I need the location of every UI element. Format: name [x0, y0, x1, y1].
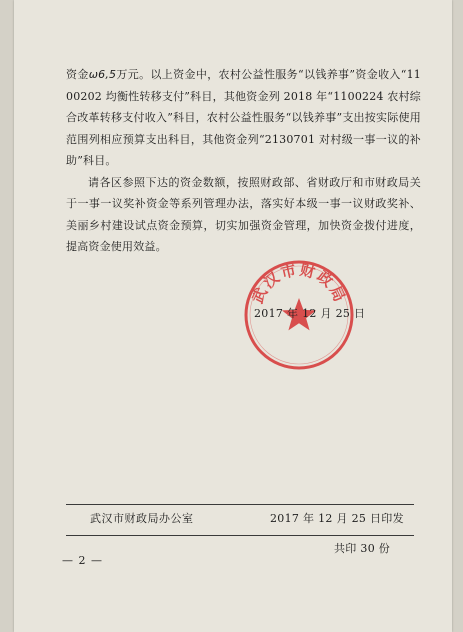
print-copies: 共印 30 份 — [334, 542, 391, 555]
footer-divider-bottom — [66, 535, 414, 536]
issuing-office: 武汉市财政局办公室 — [90, 512, 194, 525]
funding-details-text: 万元。以上资金中，农村公益性服务“以钱养事”资金收入“1100202 均衡性转移支付”科目，其他资金列 2018 年“1100224 农村综合改革转移支付收入”科目，农村公益性服务“以钱养事”支出按实际使用范围列相应预算支出科目，其他资金列“2130701 对村级一事一议的补助”科目。 — [66, 68, 422, 167]
print-date: 2017 年 12 月 25 日印发 — [270, 512, 404, 525]
signature-date: 2017 年 12 月 25 日 — [254, 307, 366, 320]
paragraph-instructions: 请各区参照下达的资金数额，按照财政部、省财政厅和市财政局关于一事一议奖补资金等系列管理办法，落实好本级一事一议财政奖补、美丽乡村建设试点资金预算，切实加强资金管理，加快资金拨付进度，提高资金使用效益。 — [66, 175, 421, 253]
seal-text: 武汉市财政局 — [248, 260, 350, 307]
paragraph-funding-details — [66, 64, 421, 172]
document-body — [66, 64, 421, 258]
page-number: — 2 — — [62, 554, 103, 567]
document-page — [14, 0, 452, 632]
funding-prefix: 资金 — [66, 68, 89, 81]
footer-divider-top — [66, 504, 414, 505]
handwritten-amount: ω6,5 — [88, 68, 117, 81]
